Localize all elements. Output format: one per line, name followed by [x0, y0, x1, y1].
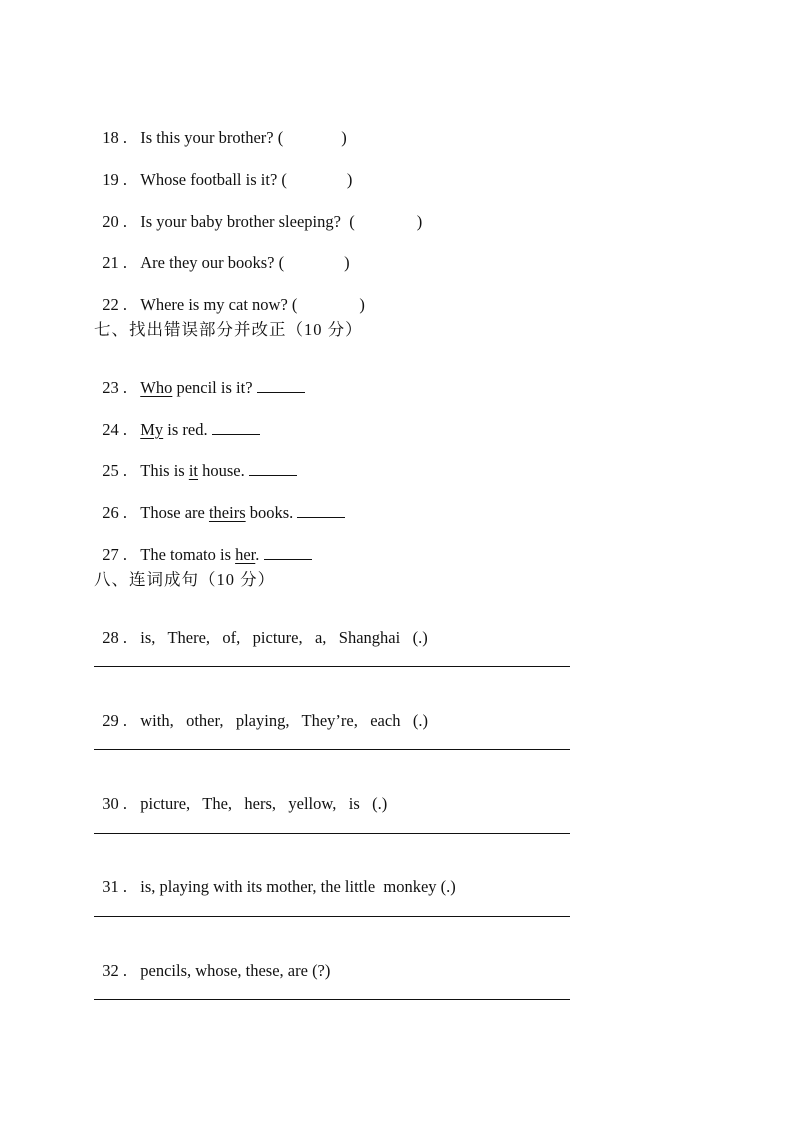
item-text-post: house.	[198, 461, 249, 480]
error-item-25	[94, 441, 297, 481]
item-text-pre: The tomato is	[140, 545, 236, 564]
answer-line[interactable]	[94, 833, 570, 834]
underlined-error: it	[188, 461, 199, 480]
section-7-heading: 七、找出错误部分并改正（10 分）	[94, 320, 363, 339]
answer-blank[interactable]	[297, 503, 345, 518]
question-number: 19 .	[102, 170, 127, 189]
question-text: Whose football is it? (	[140, 170, 287, 189]
question-21	[94, 233, 350, 273]
answer-blank[interactable]	[249, 461, 297, 476]
question-number: 25 .	[102, 461, 127, 480]
question-text: Where is my cat now? (	[140, 295, 298, 314]
question-text: Is this your brother? (	[140, 128, 284, 147]
question-18	[94, 108, 347, 148]
question-19	[94, 150, 352, 190]
answer-line[interactable]	[94, 916, 570, 917]
question-22	[94, 275, 365, 315]
error-item-23	[94, 358, 305, 398]
answer-blank[interactable]	[257, 378, 305, 393]
question-number: 28 .	[102, 628, 127, 647]
underlined-error: her	[235, 545, 256, 564]
question-close: )	[416, 212, 423, 231]
question-close: )	[359, 295, 365, 314]
error-item-27	[94, 525, 312, 565]
item-text-pre: This is	[140, 461, 189, 480]
question-number: 27 .	[102, 545, 127, 564]
item-text-post: .	[255, 545, 264, 564]
item-text-post: pencil is it?	[172, 378, 257, 397]
question-number: 21 .	[102, 253, 127, 272]
word-list: is, There, of, picture, a, Shanghai (.)	[140, 628, 428, 647]
question-number: 31 .	[102, 877, 127, 896]
question-number: 26 .	[102, 503, 127, 522]
question-20	[94, 192, 422, 232]
sentence-item-32	[94, 941, 330, 981]
answer-blank[interactable]	[212, 420, 260, 435]
sentence-item-29	[94, 691, 428, 731]
question-number: 22 .	[102, 295, 127, 314]
question-number: 18 .	[102, 128, 127, 147]
question-text: Is your baby brother sleeping? (	[140, 212, 355, 231]
question-number: 29 .	[102, 711, 127, 730]
question-close: )	[344, 253, 350, 272]
word-list: with, other, playing, They’re, each (.)	[140, 711, 428, 730]
sentence-item-31	[94, 857, 456, 897]
item-text-post: is red.	[163, 420, 212, 439]
sentence-item-30	[94, 774, 387, 814]
question-number: 30 .	[102, 794, 127, 813]
sentence-item-28	[94, 608, 428, 648]
word-list: is, playing with its mother, the little monkey (.)	[140, 877, 456, 896]
answer-line[interactable]	[94, 666, 570, 667]
question-number: 20 .	[102, 212, 127, 231]
word-list: pencils, whose, these, are (?)	[140, 961, 331, 980]
underlined-error: Who	[140, 378, 173, 397]
question-number: 24 .	[102, 420, 127, 439]
error-item-24	[94, 400, 260, 440]
answer-blank[interactable]	[264, 545, 312, 560]
item-text-pre: Those are	[140, 503, 209, 522]
answer-line[interactable]	[94, 999, 570, 1000]
section-8-heading: 八、连词成句（10 分）	[94, 570, 276, 589]
question-number: 32 .	[102, 961, 127, 980]
underlined-error: theirs	[208, 503, 246, 522]
error-item-26	[94, 483, 345, 523]
word-list: picture, The, hers, yellow, is (.)	[140, 794, 388, 813]
answer-line[interactable]	[94, 749, 570, 750]
question-close: )	[346, 170, 353, 189]
question-text: Are they our books? (	[140, 253, 285, 272]
item-text-post: books.	[245, 503, 298, 522]
underlined-error: My	[140, 420, 164, 439]
question-number: 23 .	[102, 378, 127, 397]
question-close: )	[341, 128, 347, 147]
